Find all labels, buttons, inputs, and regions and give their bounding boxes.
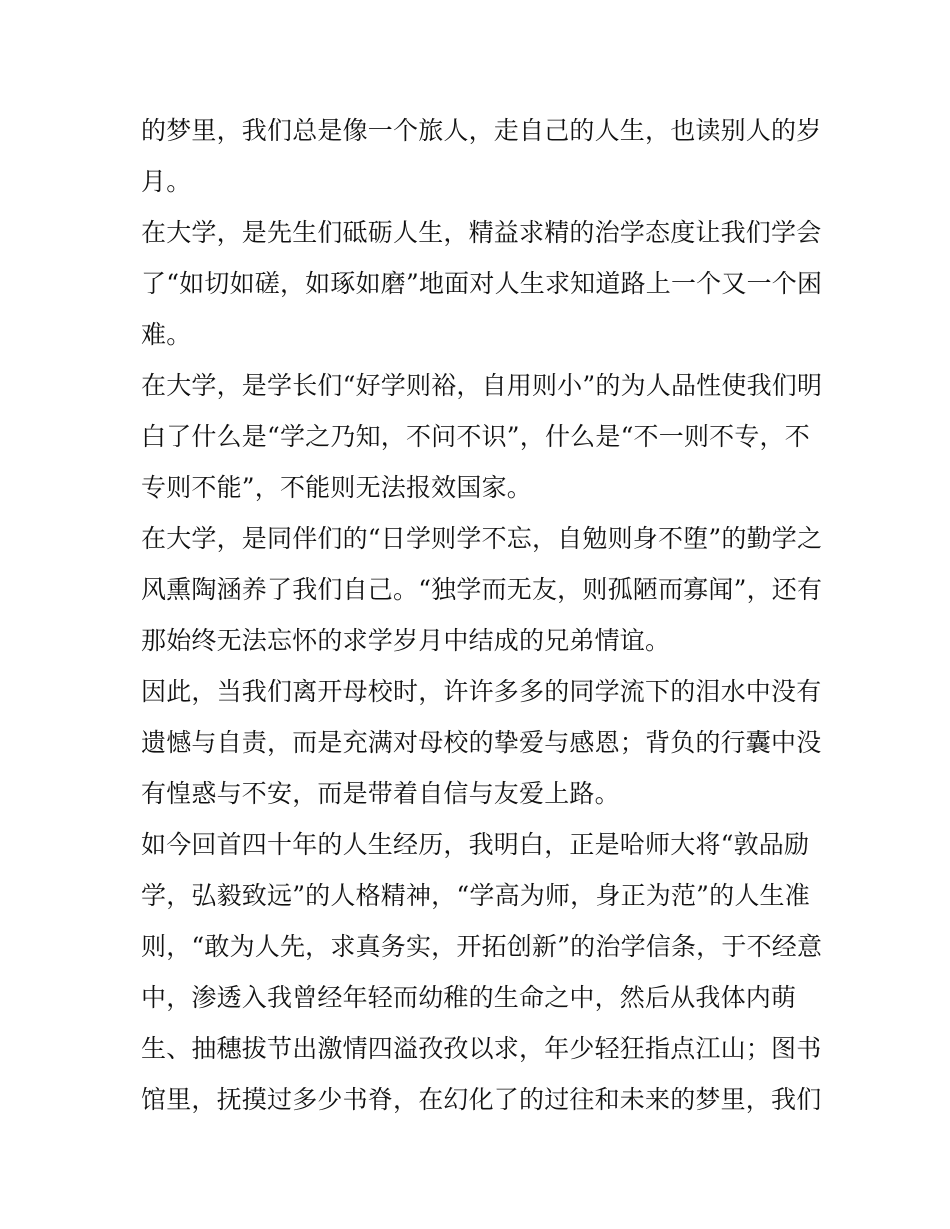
text-line: 那始终无法忘怀的求学岁月中结成的兄弟情谊。 — [141, 626, 671, 655]
text-line: 馆里，抚摸过多少书脊，在幻化了的过往和未来的梦里，我们 — [141, 1085, 822, 1114]
text-line: 有惶惑与不安，而是带着自信与友爱上路。 — [141, 779, 620, 808]
text-line: 遗憾与自责，而是充满对母校的挚爱与感恩；背负的行囊中没 — [141, 728, 822, 757]
document-body — [141, 105, 823, 1125]
paragraph-6 — [141, 819, 823, 1125]
paragraph-5 — [141, 666, 822, 819]
text-line: 在大学，是先生们砥砺人生，精益求精的治学态度让我们学会 — [141, 218, 822, 247]
text-line: 则，“敢为人先，求真务实，开拓创新”的治学信条，于不经意 — [141, 932, 823, 961]
text-line: 在大学，是学长们“好学则裕，自用则小”的为人品性使我们明 — [141, 371, 823, 400]
text-line: 了“如切如磋，如琢如磨”地面对人生求知道路上一个又一个困 — [141, 269, 823, 298]
text-line: 难。 — [141, 320, 192, 349]
text-line: 专则不能”，不能则无法报效国家。 — [141, 473, 532, 502]
paragraph-4 — [141, 513, 823, 666]
text-line: 风熏陶涵养了我们自己。“独学而无友，则孤陋而寡闻”，还有 — [141, 575, 823, 604]
text-line: 因此，当我们离开母校时，许许多多的同学流下的泪水中没有 — [141, 677, 822, 706]
paragraph-1 — [141, 105, 822, 207]
text-line: 学，弘毅致远”的人格精神，“学高为师，身正为范”的人生准 — [141, 881, 810, 910]
text-line: 月。 — [141, 167, 192, 196]
paragraph-3 — [141, 360, 823, 513]
paragraph-2 — [141, 207, 823, 360]
text-line: 如今回首四十年的人生经历，我明白，正是哈师大将“敦品励 — [141, 830, 810, 859]
text-line: 生、抽穗拔节出激情四溢孜孜以求，年少轻狂指点江山；图书 — [141, 1034, 822, 1063]
text-line: 白了什么是“学之乃知，不问不识”，什么是“不一则不专，不 — [141, 422, 810, 451]
text-line: 在大学，是同伴们的“日学则学不忘，自勉则身不堕”的勤学之 — [141, 524, 823, 553]
text-line: 中，渗透入我曾经年轻而幼稚的生命之中，然后从我体内萌 — [141, 983, 797, 1012]
text-line: 的梦里，我们总是像一个旅人，走自己的人生，也读别人的岁 — [141, 116, 822, 145]
